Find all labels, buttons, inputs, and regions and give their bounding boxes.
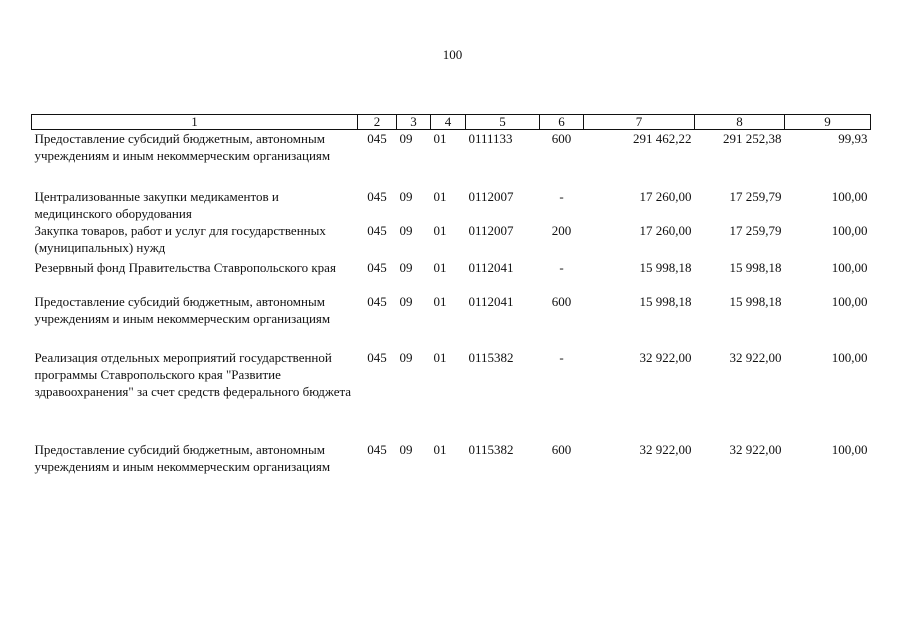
table-row: [32, 222, 871, 259]
expense-type-code: -: [559, 189, 564, 204]
ministry-code: 045: [367, 131, 387, 146]
target-article-code: 0112041: [468, 294, 514, 309]
execution-percent: 100,00: [831, 189, 868, 204]
planned-amount: 15 998,18: [639, 294, 692, 309]
row-name: Централизованные закупки медикаментов и медицинского оборудования: [34, 189, 279, 221]
subsection-code: 01: [433, 442, 447, 457]
section-code: 09: [399, 223, 413, 238]
section-code: 09: [399, 131, 413, 146]
execution-percent: 100,00: [831, 442, 868, 457]
execution-percent: 100,00: [831, 260, 868, 275]
subsection-code: 01: [433, 260, 447, 275]
table-row: [32, 130, 871, 189]
execution-percent: 100,00: [831, 294, 868, 309]
column-header: 8: [695, 115, 785, 130]
column-header: 9: [785, 115, 871, 130]
ministry-code: 045: [367, 223, 387, 238]
executed-amount: 17 259,79: [729, 223, 782, 238]
expense-type-code: -: [559, 350, 564, 365]
executed-amount: 15 998,18: [729, 260, 782, 275]
target-article-code: 0115382: [468, 442, 514, 457]
table-row: [32, 441, 871, 501]
planned-amount: 17 260,00: [639, 189, 692, 204]
expense-type-code: 600: [551, 294, 572, 309]
execution-percent: 100,00: [831, 223, 868, 238]
budget-table: [31, 114, 871, 501]
planned-amount: 32 922,00: [639, 350, 692, 365]
expense-type-code: 600: [551, 131, 572, 146]
subsection-code: 01: [433, 350, 447, 365]
target-article-code: 0112041: [468, 260, 514, 275]
table-row: [32, 188, 871, 222]
table-row: [32, 259, 871, 293]
target-article-code: 0112007: [468, 223, 514, 238]
column-header: 7: [584, 115, 695, 130]
ministry-code: 045: [367, 350, 387, 365]
expense-type-code: 200: [551, 223, 572, 238]
ministry-code: 045: [367, 189, 387, 204]
row-name: Предоставление субсидий бюджетным, автономным учреждениям и иным некоммерческим организациям: [34, 131, 331, 163]
table-row: [32, 293, 871, 349]
row-name: Реализация отдельных мероприятий государственной программы Ставропольского края "Развитие здравоохранения" за счет средств федерального бюджета: [34, 350, 352, 399]
planned-amount: 17 260,00: [639, 223, 692, 238]
executed-amount: 32 922,00: [729, 442, 782, 457]
section-code: 09: [399, 189, 413, 204]
target-article-code: 0111133: [468, 131, 513, 146]
subsection-code: 01: [433, 131, 447, 146]
section-code: 09: [399, 350, 413, 365]
planned-amount: 32 922,00: [639, 442, 692, 457]
column-header: 3: [397, 115, 431, 130]
execution-percent: 100,00: [831, 350, 868, 365]
row-name: Резервный фонд Правительства Ставропольского края: [34, 260, 336, 275]
table-header-row: [32, 115, 871, 130]
column-header: 5: [466, 115, 540, 130]
execution-percent: 99,93: [838, 131, 868, 146]
section-code: 09: [399, 442, 413, 457]
subsection-code: 01: [433, 223, 447, 238]
executed-amount: 15 998,18: [729, 294, 782, 309]
table-row: [32, 349, 871, 441]
row-name: Предоставление субсидий бюджетным, автономным учреждениям и иным некоммерческим организациям: [34, 294, 331, 326]
target-article-code: 0112007: [468, 189, 514, 204]
planned-amount: 15 998,18: [639, 260, 692, 275]
executed-amount: 17 259,79: [729, 189, 782, 204]
expense-type-code: -: [559, 260, 564, 275]
section-code: 09: [399, 260, 413, 275]
executed-amount: 32 922,00: [729, 350, 782, 365]
column-header: 4: [431, 115, 466, 130]
executed-amount: 291 252,38: [723, 131, 782, 146]
subsection-code: 01: [433, 294, 447, 309]
page-number: 100: [442, 47, 463, 62]
column-header: 1: [32, 115, 358, 130]
row-name: Предоставление субсидий бюджетным, автономным учреждениям и иным некоммерческим организациям: [34, 442, 331, 474]
subsection-code: 01: [433, 189, 447, 204]
expense-type-code: 600: [551, 442, 572, 457]
column-header: 2: [358, 115, 397, 130]
ministry-code: 045: [367, 442, 387, 457]
ministry-code: 045: [367, 260, 387, 275]
target-article-code: 0115382: [468, 350, 514, 365]
column-header: 6: [540, 115, 584, 130]
section-code: 09: [399, 294, 413, 309]
ministry-code: 045: [367, 294, 387, 309]
row-name: Закупка товаров, работ и услуг для государственных (муниципальных) нужд: [34, 223, 326, 255]
planned-amount: 291 462,22: [633, 131, 692, 146]
